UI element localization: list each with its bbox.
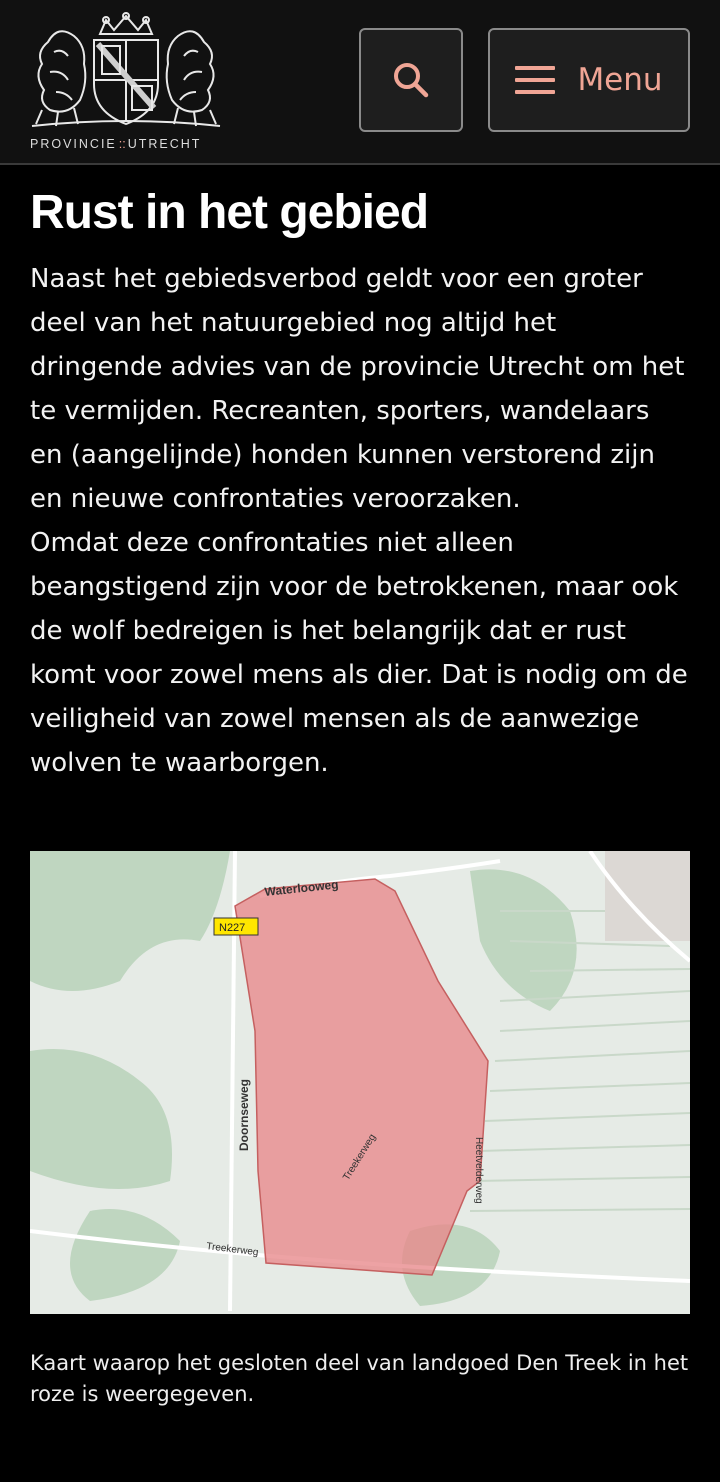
- label-treekerweg-south: Treekerweg: [205, 1241, 260, 1259]
- article-paragraph-1: Naast het gebiedsverbod geldt voor een groter deel van het natuurgebied nog altijd het dringende advies van de provincie Utrecht om het te vermijden. Recreanten, sporters, wandelaars en (aangelijnde) honden kunnen verstorend zijn en nieuwe confrontaties veroorzaken.: [30, 264, 685, 514]
- site-header: [0, 0, 720, 165]
- coat-of-arms-icon: [28, 12, 224, 132]
- map-caption: Kaart waarop het gesloten deel van landgoed Den Treek in het roze is weergegeven.: [30, 1351, 689, 1406]
- article-content: [0, 165, 720, 1410]
- search-button[interactable]: [359, 28, 463, 132]
- article-paragraph-2: Omdat deze confrontaties niet alleen beangstigend zijn voor de betrokkenen, maar ook de wolf bedreigen is het belangrijk dat er rust komt voor zowel mens als dier. Dat is nodig om de veiligheid van zowel mensen als de aanwezige wolven te waarborgen.: [30, 528, 688, 778]
- menu-button[interactable]: [488, 28, 690, 132]
- town-area: [605, 851, 690, 941]
- map-image: [30, 851, 690, 1314]
- label-heetvelderweg: Heetvelderweg: [473, 1137, 484, 1204]
- menu-label: Menu: [577, 62, 663, 98]
- label-treekerweg-inner: Treekerweg: [341, 1132, 379, 1183]
- area-map[interactable]: [30, 851, 690, 1314]
- label-waterlooweg: Waterlooweg: [263, 877, 340, 899]
- search-icon: [391, 60, 431, 100]
- provincie-utrecht-logo[interactable]: [26, 10, 226, 155]
- label-doornseweg: Doornseweg: [237, 1078, 251, 1151]
- logo-wordmark: PROVINCIE :: UTRECHT: [30, 137, 202, 151]
- hamburger-icon: [515, 64, 555, 96]
- label-n227: N227: [219, 922, 246, 934]
- page-title: Rust in het gebied: [30, 186, 429, 239]
